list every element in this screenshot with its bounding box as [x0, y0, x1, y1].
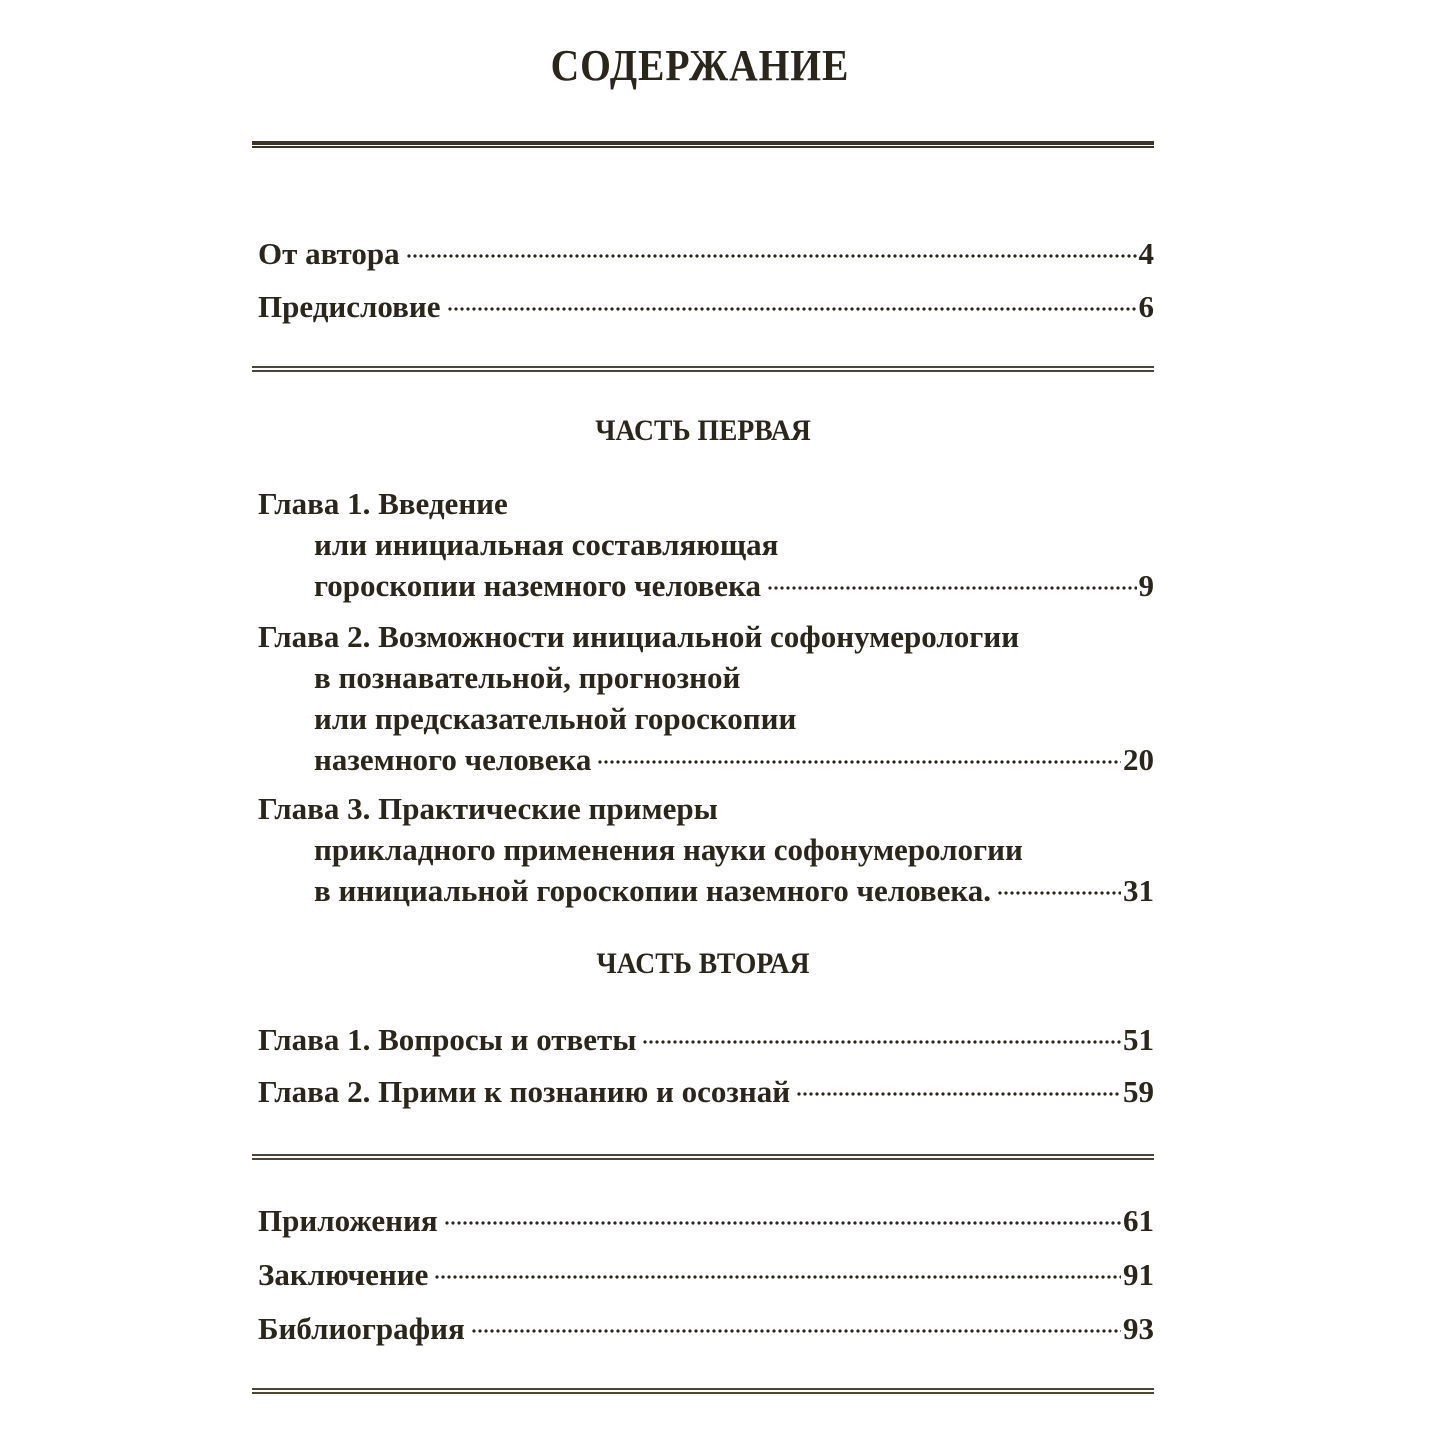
toc-entry-title: Глава 2. Возможности инициальной софонумерологии — [258, 619, 1020, 654]
divider-title — [252, 141, 1154, 148]
toc-entry-part1-chapter2[interactable] — [258, 616, 1154, 780]
toc-entry-title: От автора — [258, 236, 400, 271]
toc-entry-part2-chapter1[interactable] — [258, 1019, 1154, 1060]
toc-entry-title-continued: или инициальная составляющая — [314, 527, 779, 562]
toc-entry-title-continued: в инициальной гороскопии наземного человека. — [314, 873, 992, 908]
toc-entry-preface[interactable] — [258, 286, 1154, 327]
divider-bottom — [252, 1388, 1154, 1394]
toc-entry-title: Приложения — [258, 1203, 438, 1238]
toc-entry-title: Заключение — [258, 1257, 429, 1292]
dot-leader — [434, 1254, 1121, 1285]
toc-entry-part2-chapter2[interactable] — [258, 1071, 1154, 1112]
toc-page-number: 93 — [1123, 1311, 1154, 1346]
toc-entry-from-author[interactable] — [258, 233, 1154, 274]
page-title: СОДЕРЖАНИЕ — [550, 41, 850, 90]
toc-entry-title: Глава 3. Практические примеры — [258, 791, 718, 826]
toc-entry-appendices[interactable] — [258, 1200, 1154, 1241]
toc-entry-title-continued: прикладного применения науки софонумерологии — [314, 832, 1023, 867]
toc-entry-title-continued: в познавательной, прогнозной — [314, 660, 741, 695]
dot-leader — [997, 870, 1121, 901]
toc-entry-part1-chapter3[interactable] — [258, 788, 1154, 911]
toc-entry-title-continued: наземного человека — [314, 742, 592, 777]
toc-entry-title-continued: гороскопии наземного человека — [314, 568, 761, 603]
dot-leader — [597, 739, 1121, 770]
toc-page-number: 91 — [1123, 1257, 1154, 1292]
dot-leader — [767, 565, 1137, 596]
toc-page-number: 61 — [1123, 1203, 1154, 1238]
dot-leader — [471, 1308, 1121, 1339]
toc-entry-part1-chapter1[interactable] — [258, 483, 1154, 606]
part-one-heading: ЧАСТЬ ПЕРВАЯ — [595, 414, 811, 447]
toc-entry-bibliography[interactable] — [258, 1308, 1154, 1349]
toc-page-number: 4 — [1138, 236, 1154, 271]
dot-leader — [444, 1200, 1121, 1231]
toc-entry-conclusion[interactable] — [258, 1254, 1154, 1295]
toc-page-number: 31 — [1123, 873, 1154, 908]
part-two-heading: ЧАСТЬ ВТОРАЯ — [596, 947, 810, 980]
dot-leader — [642, 1019, 1121, 1050]
dot-leader — [406, 233, 1137, 264]
toc-entry-title: Глава 1. Вопросы и ответы — [258, 1022, 637, 1057]
toc-entry-title: Глава 1. Введение — [258, 486, 508, 521]
toc-page-number: 59 — [1123, 1074, 1154, 1109]
divider-front-matter — [252, 366, 1154, 372]
toc-page-number: 6 — [1138, 289, 1154, 324]
divider-parts — [252, 1154, 1154, 1160]
toc-entry-title: Глава 2. Прими к познанию и осознай — [258, 1074, 791, 1109]
toc-entry-title-continued: или предсказательной гороскопии — [314, 701, 797, 736]
toc-entry-title: Предисловие — [258, 289, 441, 324]
dot-leader — [796, 1071, 1121, 1102]
toc-page-number: 9 — [1138, 568, 1154, 603]
toc-entry-title: Библиография — [258, 1311, 465, 1346]
toc-page-number: 20 — [1123, 742, 1154, 777]
dot-leader — [447, 286, 1137, 317]
toc-page-number: 51 — [1123, 1022, 1154, 1057]
